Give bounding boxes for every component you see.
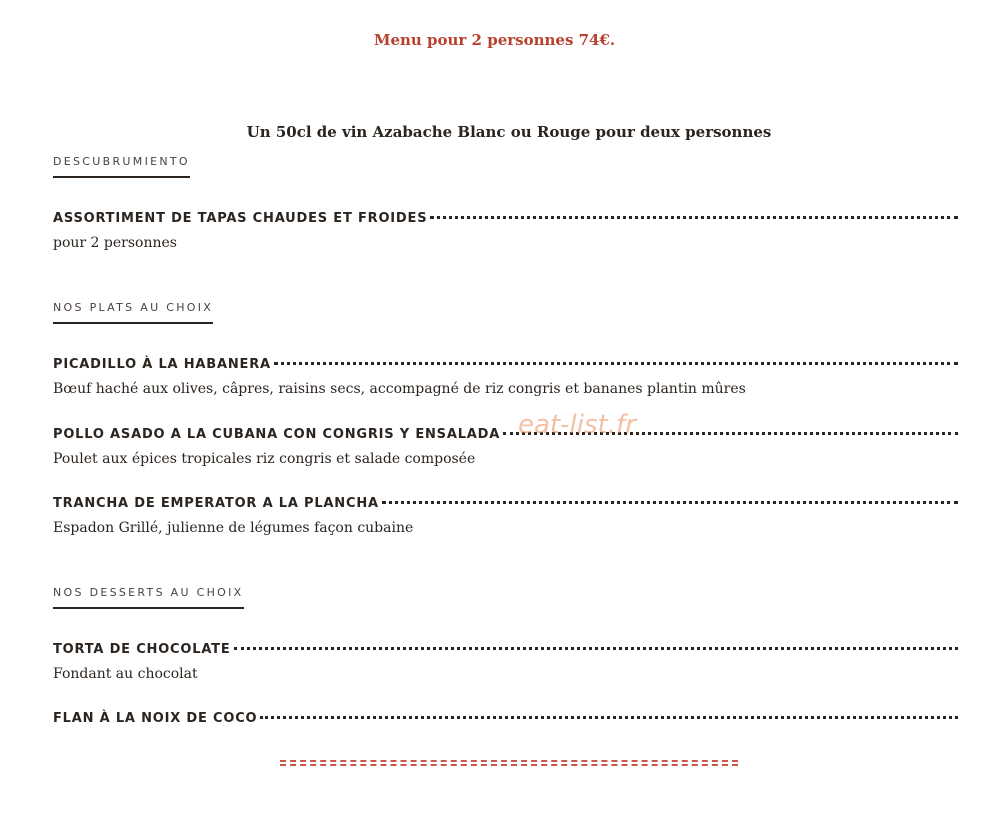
dot-leader (234, 647, 958, 650)
dish-line (53, 496, 958, 516)
wine-offer: Un 50cl de vin Azabache Blanc ou Rouge pour deux personnes (246, 123, 772, 141)
dot-leader (382, 501, 958, 504)
dish-line (53, 711, 958, 731)
dish-name: POLLO ASADO A LA CUBANA CON CONGRIS Y ENSALADA (53, 427, 501, 442)
divider (280, 760, 738, 766)
watermark: eat-list.fr (518, 410, 636, 440)
dish-item (53, 642, 958, 682)
section-heading-desserts: NOS DESSERTS AU CHOIX (53, 586, 244, 609)
dish-line (53, 211, 958, 231)
dish-name: TRANCHA DE EMPERATOR A LA PLANCHA (53, 496, 379, 511)
dish-item (53, 711, 958, 731)
dot-leader (430, 216, 958, 219)
section-heading-descubrumiento: DESCUBRUMIENTO (53, 155, 190, 178)
dish-description: pour 2 personnes (53, 235, 177, 251)
menu-title: Menu pour 2 personnes 74€. (373, 31, 616, 49)
dish-description: Poulet aux épices tropicales riz congris et salade composée (53, 451, 476, 467)
dish-line (53, 427, 958, 447)
dish-description: Fondant au chocolat (53, 666, 198, 682)
dish-item (53, 496, 958, 536)
dish-name: FLAN À LA NOIX DE COCO (53, 711, 258, 726)
dish-line (53, 642, 958, 662)
dish-item (53, 427, 958, 467)
dish-description: Espadon Grillé, julienne de légumes façon cubaine (53, 520, 414, 536)
dish-name: TORTA DE CHOCOLATE (53, 642, 231, 657)
dish-item (53, 211, 958, 251)
dish-item (53, 357, 958, 397)
dish-line (53, 357, 958, 377)
dish-name: ASSORTIMENT DE TAPAS CHAUDES ET FROIDES (53, 211, 428, 226)
dot-leader (274, 362, 958, 365)
dish-name: PICADILLO À LA HABANERA (53, 357, 271, 372)
section-heading-plats: NOS PLATS AU CHOIX (53, 301, 213, 324)
dish-description: Bœuf haché aux olives, câpres, raisins secs, accompagné de riz congris et bananes plantin mûres (53, 381, 746, 397)
dot-leader (260, 716, 958, 719)
